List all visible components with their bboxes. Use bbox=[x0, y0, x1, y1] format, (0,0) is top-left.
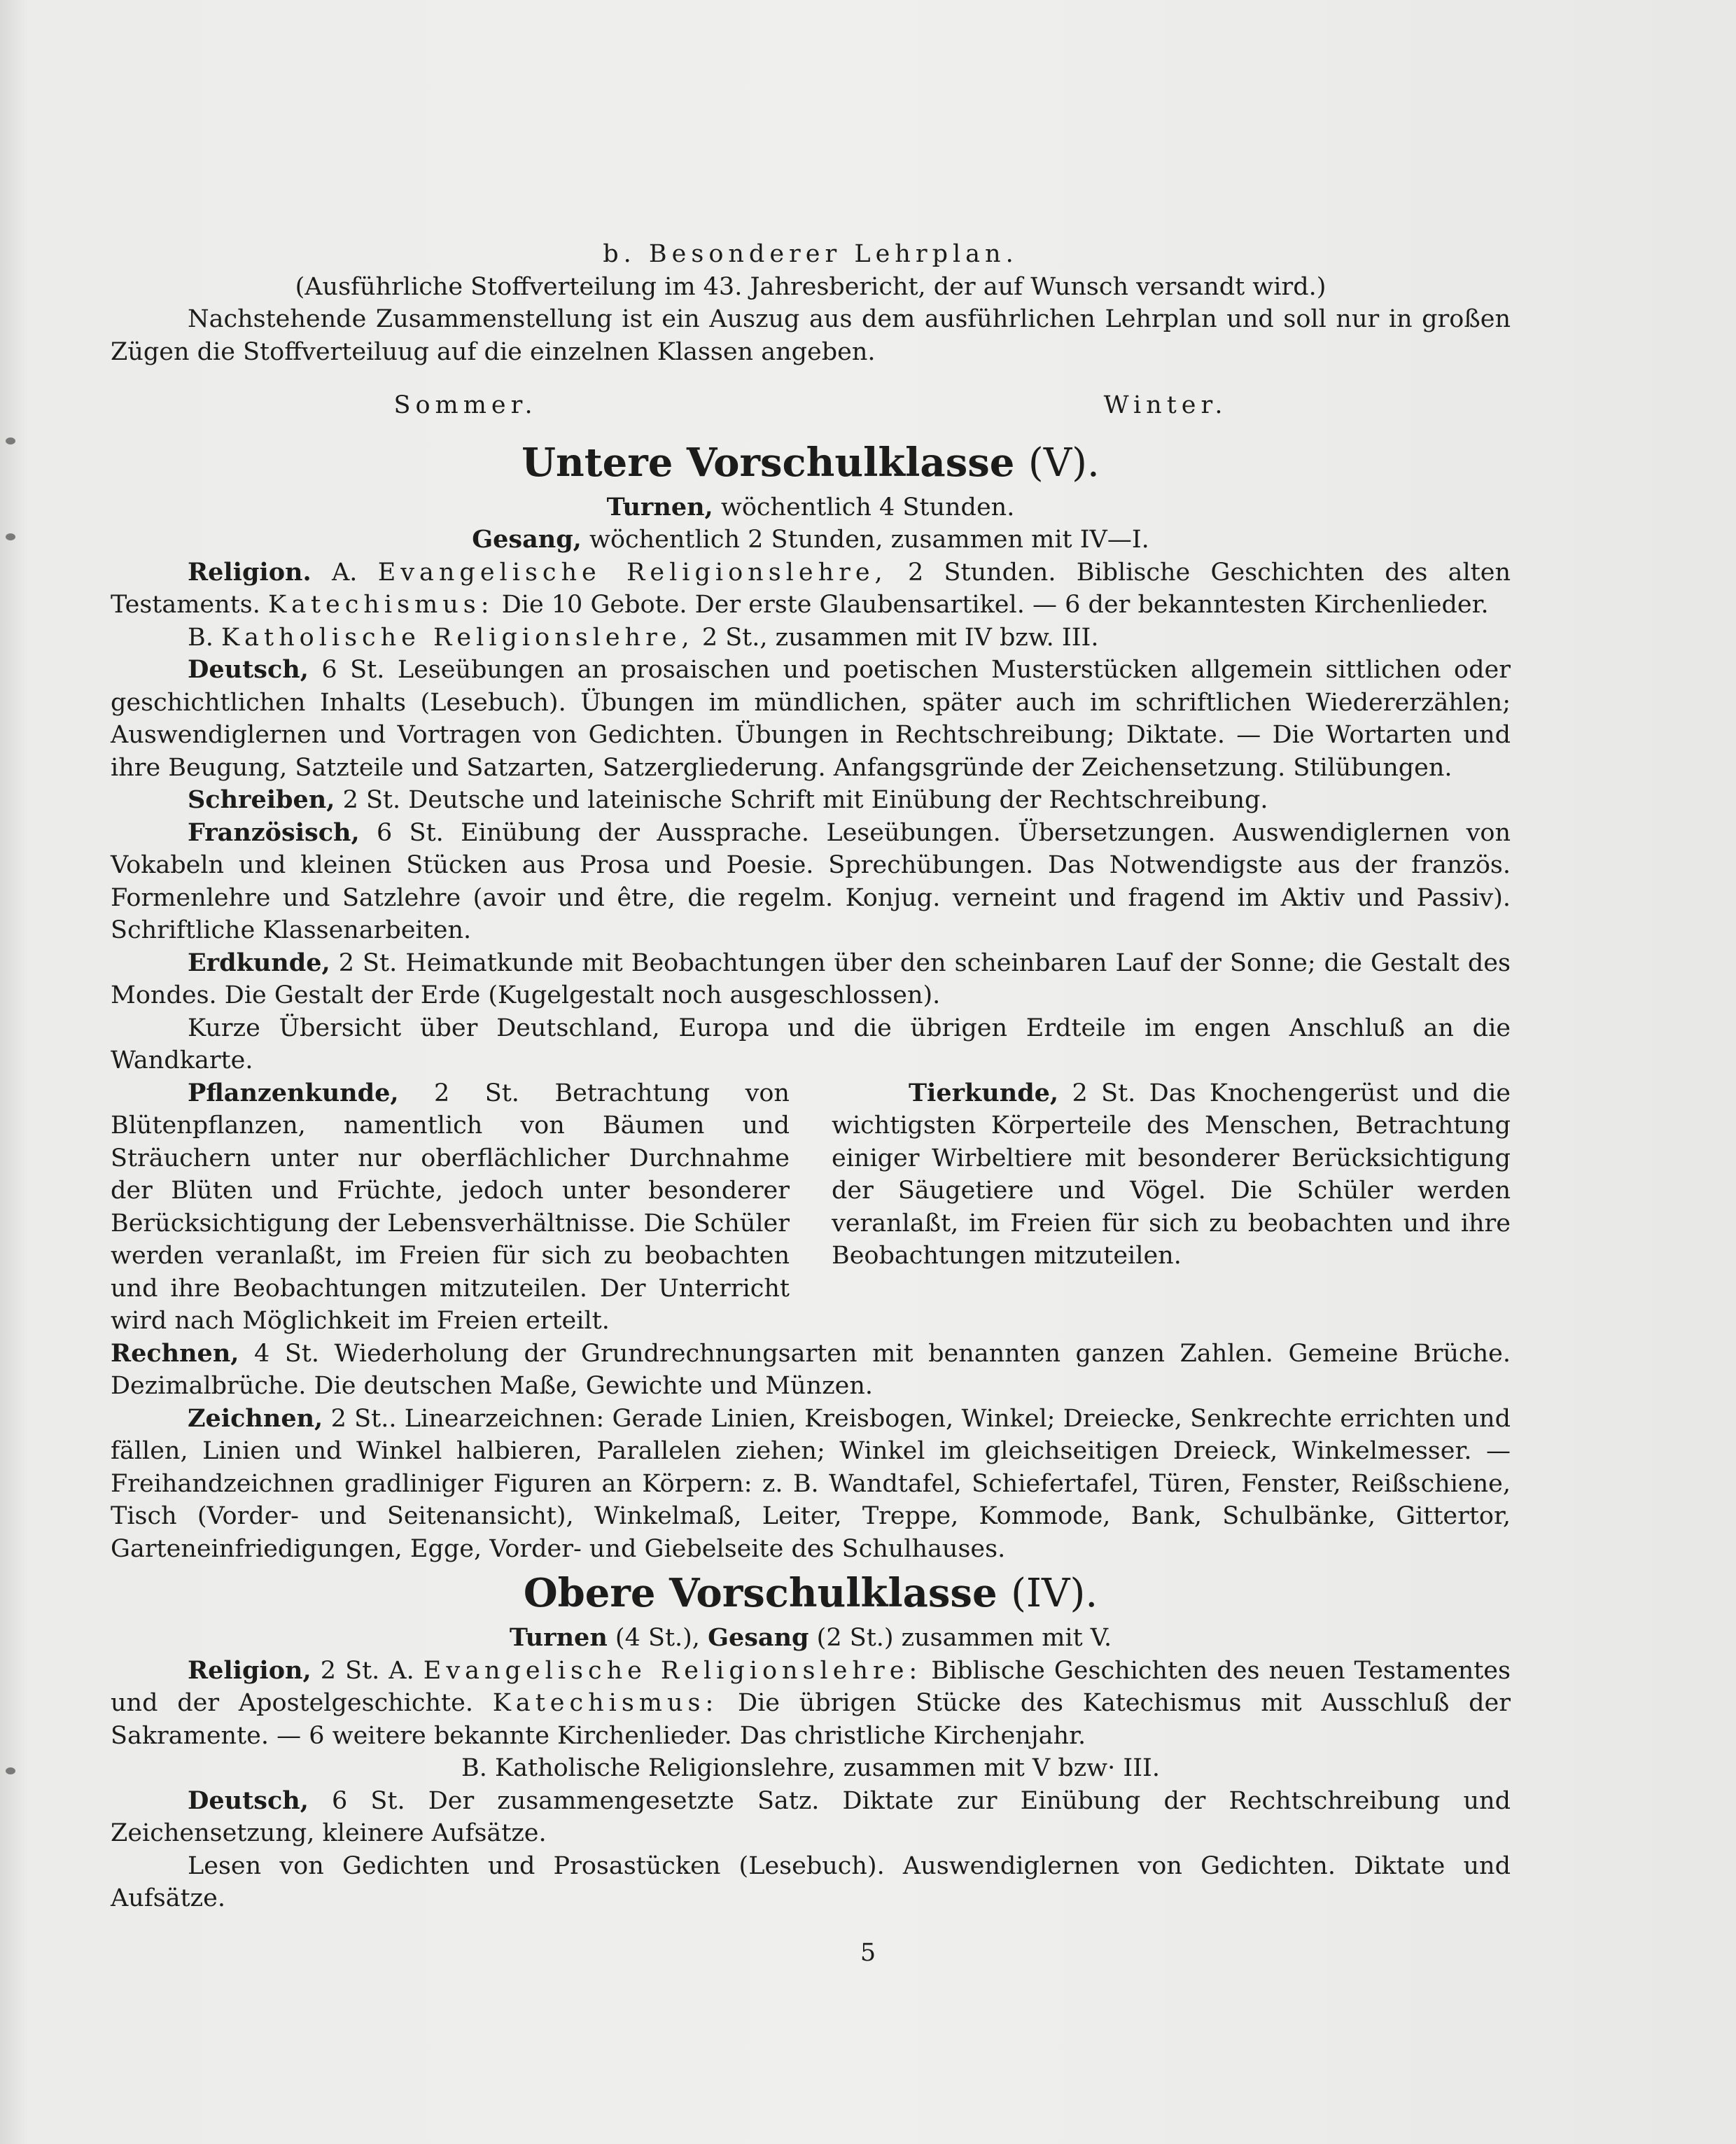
section-heading-obere bbox=[111, 1565, 1511, 1622]
plan-title: b. Besonderer Lehrplan. bbox=[603, 240, 1018, 268]
subject-text: 2 St. Deutsche und lateinische Schrift mit Einübung der Rechtschreibung. bbox=[342, 786, 1268, 814]
section-class: (IV). bbox=[1011, 1571, 1098, 1616]
subject-text: 6 St. Einübung der Aussprache. Leseübungen. Übersetzungen. Auswendiglernen von Vokabeln und kleinen Stücken aus Prosa und Poesie. Sprechübungen. Das Notwendigste aus der französ. Formenlehre und Satzlehre (avoir und être, die regelm. Konjug. verneint und fragend im Aktiv und Passiv). Schriftliche Klassenarbeiten. bbox=[111, 818, 1511, 944]
turnen-gesang-line bbox=[111, 1622, 1511, 1655]
subject-label: Gesang bbox=[708, 1623, 809, 1652]
subject-label: Zeichnen, bbox=[188, 1403, 323, 1433]
subject-label: Tierkunde, bbox=[909, 1078, 1059, 1107]
religion-b-paragraph bbox=[111, 622, 1511, 654]
subject-text: B. bbox=[188, 623, 214, 652]
franzoesisch-paragraph bbox=[111, 817, 1511, 947]
section-class: (V). bbox=[1028, 440, 1100, 486]
religion-b-paragraph: B. Katholische Religionslehre, zusammen mit V bzw· III. bbox=[461, 1754, 1160, 1782]
subject-label: Turnen, bbox=[606, 492, 713, 521]
subject-label: Erdkunde, bbox=[188, 948, 330, 977]
zeichnen-paragraph bbox=[111, 1403, 1511, 1566]
subject-text: 2 St. Das Knochengerüst und die wichtigsten Körperteile des Menschen, Betrachtung einiger Wirbeltiere mit besonderer Berücksichtigung der Säugetiere und Vögel. Die Schüler werden veranlaßt, im Freien für sich zu beobachten und ihre Beobachtungen mitzuteilen. bbox=[832, 1079, 1511, 1270]
subject-text: wöchentlich 2 Stunden, zusammen mit IV—I. bbox=[589, 526, 1149, 554]
summer-label: Sommer. bbox=[393, 391, 538, 419]
tierkunde-column bbox=[832, 1077, 1511, 1338]
margin-mark bbox=[6, 437, 15, 444]
subject-text: Evangelische Religionslehre, bbox=[377, 558, 888, 587]
subject-text: Katechismus: bbox=[267, 591, 494, 619]
subject-label: Französisch, bbox=[188, 818, 360, 847]
subject-text: 2 St. Betrachtung von Blütenpflanzen, namentlich von Bäumen und Sträuchern unter nur oberflächlicher Durchnahme der Blüten und Früchte, jedoch unter besonderer Berücksichtigung der Lebensverhältnisse. Die Schüler werden veranlaßt, im Freien für sich zu beobachten und ihre Beobachtungen mitzuteilen. Der Unterricht wird nach Möglichkeit im Freien erteilt. bbox=[111, 1079, 790, 1335]
season-labels bbox=[111, 389, 1511, 422]
deutsch-winter-paragraph: Lesen von Gedichten und Prosastücken (Lesebuch). Auswendiglernen von Gedichten. Diktate und Aufsätze. bbox=[111, 1851, 1511, 1912]
subject-text: 2 St.. Linearzeichnen: Gerade Linien, Kreisbogen, Winkel; Dreiecke, Senkrechte errichten und fällen, Linien und Winkel halbieren, Parallelen ziehen; Winkel im gleichseitigen Dreieck, Winkelmesser. — Freihandzeichnen gradliniger Figuren an Körpern: z. B. Wandtafel, Schiefertafel, Türen, Fenster, Reißschiene, Tisch (Vorder- und Seitenansicht), Winkelmaß, Leiter, Treppe, Kommode, Bank, Schulbänke, Gittertor, Garteneinfriedigungen, Egge, Vorder- und Giebelseite des Schulhauses. bbox=[111, 1404, 1511, 1563]
rechnen-paragraph bbox=[111, 1338, 1511, 1403]
subject-text: (4 St.), bbox=[615, 1624, 700, 1652]
schreiben-paragraph bbox=[111, 784, 1511, 817]
page-content bbox=[111, 238, 1511, 1915]
subject-text: Biblische Geschichten des neuen Testamentes und der Apostelgeschichte. bbox=[111, 1656, 1511, 1717]
subject-label: Rechnen, bbox=[111, 1338, 239, 1368]
subject-label: Schreiben, bbox=[188, 785, 335, 814]
winter-label: Winter. bbox=[1103, 391, 1228, 419]
subject-label: Religion, bbox=[188, 1655, 312, 1685]
pflanzenkunde-column bbox=[111, 1077, 790, 1338]
subject-text: 4 St. Wiederholung der Grundrechnungsarten mit benannten ganzen Zahlen. Gemeine Brüche. Dezimalbrüche. Die deutschen Maße, Gewichte und Münzen. bbox=[111, 1339, 1511, 1400]
subject-label: Pflanzenkunde, bbox=[188, 1078, 399, 1107]
plan-subtitle: (Ausführliche Stoffverteilung im 43. Jahresbericht, der auf Wunsch versandt wird.) bbox=[295, 272, 1326, 301]
subject-text: Die 10 Gebote. Der erste Glaubensartikel. — 6 der bekanntesten Kirchenlieder. bbox=[501, 591, 1489, 619]
subject-text: 6 St. Leseübungen an prosaischen und poetischen Musterstücken allgemein sittlichen oder geschichtlichen Inhalts (Lesebuch). Übungen im mündlichen, später auch im schriftlichen Wiedererzählen; Auswendiglernen und Vortragen von Gedichten. Übungen in Rechtschreibung; Diktate. — Die Wortarten und ihre Beugung, Satzteile und Satzarten, Satzergliederung. Anfangsgründe der Zeichensetzung. Stilübungen. bbox=[111, 656, 1511, 782]
subject-label: Deutsch, bbox=[188, 1786, 309, 1815]
subject-text: Die übrigen Stücke des Katechismus mit Ausschluß der Sakramente. — 6 weitere bekannte Kirchenlieder. Das christliche Kirchenjahr. bbox=[111, 1689, 1511, 1750]
margin-mark bbox=[6, 533, 15, 540]
turnen-line bbox=[111, 491, 1511, 524]
intro-paragraph: Nachstehende Zusammenstellung ist ein Auszug aus dem ausführlichen Lehrplan und soll nur in großen Zügen die Stoffverteiluug auf die einzelnen Klassen angeben. bbox=[111, 305, 1511, 366]
section-title: Untere Vorschulklasse bbox=[522, 439, 1015, 486]
subject-text: A. bbox=[332, 558, 358, 587]
deutsch-paragraph bbox=[111, 654, 1511, 784]
deutsch-paragraph bbox=[111, 1785, 1511, 1850]
subject-text: Katechismus: bbox=[492, 1689, 719, 1717]
subject-text: 2 Stunden. Biblische Geschichten des alten Testaments. bbox=[111, 558, 1511, 619]
margin-mark bbox=[6, 1767, 15, 1774]
religion-a-paragraph bbox=[111, 556, 1511, 622]
religion-a-paragraph bbox=[111, 1655, 1511, 1753]
section-title: Obere Vorschulklasse bbox=[523, 1570, 997, 1616]
subject-text: wöchentlich 4 Stunden. bbox=[720, 493, 1015, 521]
subject-text: Katholische Religionslehre, bbox=[221, 623, 694, 652]
subject-label: Turnen bbox=[509, 1623, 608, 1652]
gesang-line bbox=[111, 524, 1511, 556]
subject-text: 6 St. Der zusammengesetzte Satz. Diktate zur Einübung der Rechtschreibung und Zeichensetzung, kleinere Aufsätze. bbox=[111, 1786, 1511, 1847]
page-number: 5 bbox=[860, 1939, 876, 1967]
subject-text: (2 St.) zusammen mit V. bbox=[816, 1624, 1112, 1652]
erdkunde-winter-paragraph: Kurze Übersicht über Deutschland, Europa und die übrigen Erdteile im engen Anschluß an die Wandkarte. bbox=[111, 1014, 1511, 1074]
subject-text: Evangelische Religionslehre: bbox=[423, 1656, 923, 1685]
two-column-block bbox=[111, 1077, 1511, 1338]
section-heading-untere bbox=[111, 435, 1511, 491]
subject-text: 2 St. A. bbox=[320, 1656, 414, 1685]
subject-text: 2 St., zusammen mit IV bzw. III. bbox=[701, 623, 1099, 652]
subject-text: 2 St. Heimatkunde mit Beobachtungen über den scheinbaren Lauf der Sonne; die Gestalt des Mondes. Die Gestalt der Erde (Kugelgestalt noch ausgeschlossen). bbox=[111, 948, 1511, 1009]
subject-label: Gesang, bbox=[472, 525, 582, 554]
erdkunde-paragraph bbox=[111, 947, 1511, 1012]
subject-label: Deutsch, bbox=[188, 655, 309, 684]
subject-label: Religion. bbox=[188, 557, 312, 587]
